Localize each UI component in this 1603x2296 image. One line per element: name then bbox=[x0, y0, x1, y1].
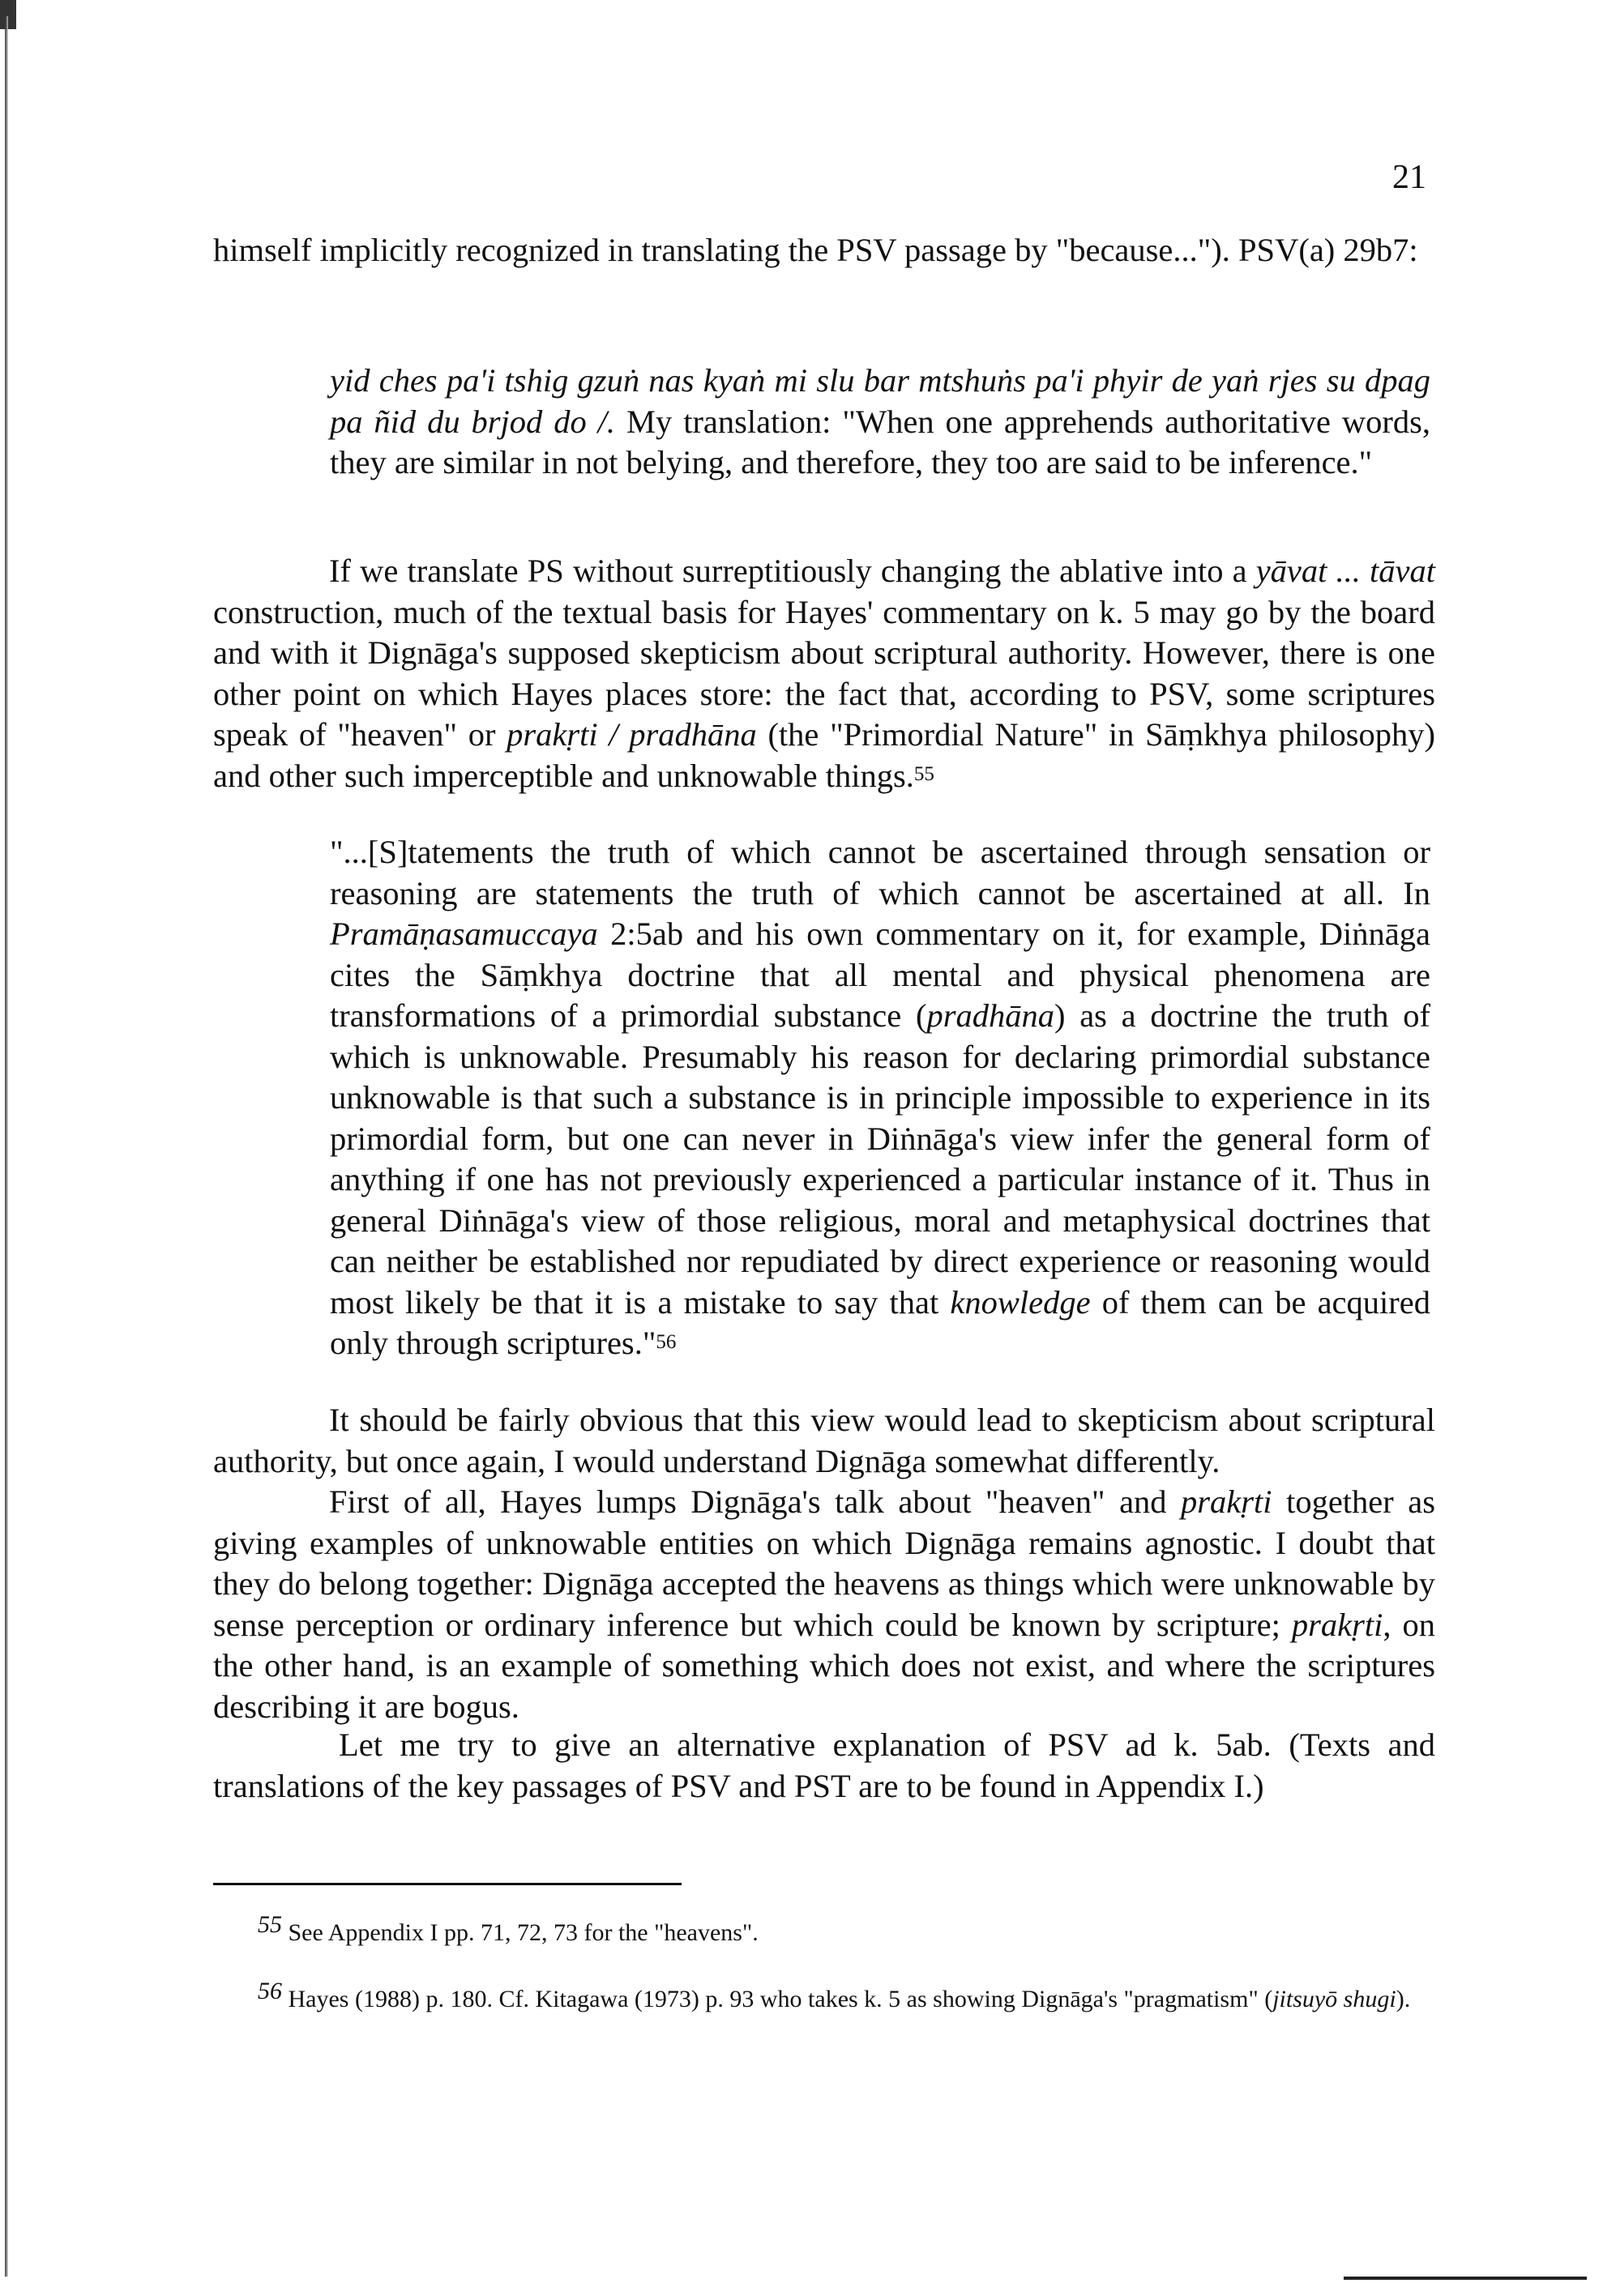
quote2-text-c: ) as a doctrine the truth of which is unknowable. Presumably his reason for declaring primordial substance unknowable is that such a substance is in principle impossible to experience in its primordial form, but one can never in Diṅnāga's view infer the general form of anything if one has not previously experienced a particular instance of it. Thus in general Diṅnāga's view of those religious, moral and metaphysical doctrines that can neither be established nor repudiated by direct experience or reasoning would most likely be that it is a mistake to say that bbox=[330, 997, 1430, 1321]
body3-text-a: First of all, Hayes lumps Dignāga's talk about "heaven" and bbox=[329, 1483, 1182, 1520]
tibetan-passage: yid ches pa'i tshig gzuṅ nas kyaṅ mi slu bar mtshuṅs pa'i phyir de yaṅ rjes su dpag pa ñid du brjod do /. bbox=[330, 362, 1430, 440]
footnote-56-end: ). bbox=[1396, 1986, 1411, 2012]
body3-text-b: together as giving examples of unknowable entities on which Dignāga remains agnostic. I doubt that they do belong together: Dignāga accepted the heavens as things which were unknowable by sense perception or ordinary inference but which could be known by scripture; bbox=[213, 1483, 1435, 1643]
block-quote-tibetan bbox=[330, 361, 1430, 484]
quote2-text-a: "...[S]tatements the truth of which cannot be ascertained through sensation or reasoning are statements the truth of which cannot be ascertained at all. In bbox=[330, 834, 1430, 911]
footnote-55-number: 55 bbox=[258, 1910, 282, 1938]
opening-text: himself implicitly recognized in translating the PSV passage by "because..."). PSV(a) 29b7: bbox=[213, 232, 1418, 268]
block-quote-hayes bbox=[330, 832, 1430, 1364]
body-paragraph-3 bbox=[213, 1482, 1435, 1727]
footnote-56-number: 56 bbox=[258, 1977, 282, 2004]
body-paragraph-1 bbox=[213, 551, 1435, 796]
footnote-56-term: jitsuyō shugi bbox=[1272, 1986, 1396, 2012]
body-paragraph-4 bbox=[213, 1725, 1435, 1807]
footnote-55-text: See Appendix I pp. 71, 72, 73 for the "heavens". bbox=[282, 1919, 759, 1946]
footnote-divider bbox=[213, 1883, 682, 1885]
body1-text-b: construction, much of the textual basis for Hayes' commentary on k. 5 may go by the board and with it Dignāga's supposed skepticism about scriptural authority. However, there is one other point on which Hayes places store: the fact that, according to PSV, some scriptures speak of "heaven" or bbox=[213, 593, 1435, 753]
body3-term-2: prakṛti bbox=[1291, 1606, 1383, 1643]
quote2-text-d: of them can be acquired only through scriptures." bbox=[330, 1283, 1430, 1361]
scan-artifact-corner bbox=[1344, 2270, 1587, 2280]
quote2-term: pradhāna bbox=[926, 997, 1054, 1034]
body4-text: Let me try to give an alternative explanation of PSV ad k. 5ab. (Texts and translations of the key passages of PSV and PST are to be found in Appendix I.) bbox=[213, 1726, 1435, 1804]
quote2-title: Pramāṇasamuccaya bbox=[330, 915, 598, 952]
page-number: 21 bbox=[1392, 159, 1426, 196]
body2-text: It should be fairly obvious that this view would lead to skepticism about scriptural authority, but once again, I would understand Dignāga somewhat differently. bbox=[213, 1402, 1435, 1479]
footnote-56-text: Hayes (1988) p. 180. Cf. Kitagawa (1973) p. 93 who takes k. 5 as showing Dignāga's "pragmatism" ( bbox=[282, 1986, 1273, 2012]
opening-paragraph bbox=[213, 230, 1435, 271]
footnote-ref-56: 56 bbox=[656, 1330, 677, 1353]
scan-artifact-top bbox=[0, 0, 16, 29]
quote2-emphasis: knowledge bbox=[950, 1283, 1091, 1321]
body1-term-prakrti: prakṛti / pradhāna bbox=[507, 716, 757, 753]
quote2-text-b: 2:5ab and his own commentary on it, for example, Diṅnāga cites the Sāṃkhya doctrine that all mental and physical phenomena are transformations of a primordial substance ( bbox=[330, 915, 1430, 1034]
body3-term-1: prakṛti bbox=[1181, 1483, 1272, 1520]
body1-term-yavat: yāvat ... tāvat bbox=[1255, 553, 1436, 589]
body1-text-a: If we translate PS without surreptitiously changing the ablative into a bbox=[329, 553, 1256, 589]
footnote-55 bbox=[213, 1910, 1435, 1950]
footnote-ref-55: 55 bbox=[913, 763, 934, 785]
body3-text-c: , on the other hand, is an example of something which does not exist, and where the scriptures describing it are bogus. bbox=[213, 1606, 1436, 1725]
body-paragraph-2 bbox=[213, 1400, 1435, 1482]
body1-text-c: (the "Primordial Nature" in Sāṃkhya philosophy) and other such imperceptible and unknowable things. bbox=[213, 716, 1436, 794]
translation-text: My translation: "When one apprehends authoritative words, they are similar in not belying, and therefore, they too are said to be inference." bbox=[330, 403, 1430, 480]
scan-binding-edge bbox=[5, 16, 8, 2277]
footnote-56 bbox=[213, 1977, 1435, 2016]
